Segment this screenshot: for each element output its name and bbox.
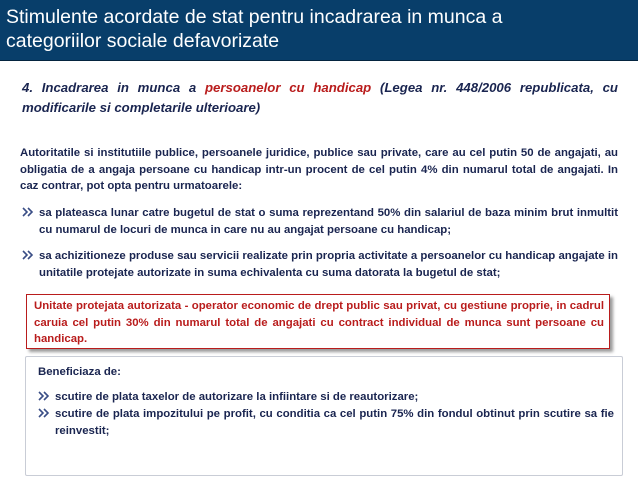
benefit-text: scutire de plata taxelor de autorizare la infiintare si de reautorizare; [55,391,419,403]
title-bar [0,0,638,61]
double-chevron-arrow-icon [22,205,34,219]
benefit-text: scutire de plata impozitului pe profit, cu conditia ca cel putin 75% din fondul obtinut prin scutire sa fie reinvestit; [55,408,614,437]
option-item [22,205,618,238]
benefits-title: Beneficiaza de: [38,366,121,378]
option-text: sa achizitioneze produse sau servicii realizate prin propria activitate a persoanelor cu handicap angajate in unitatile protejate autorizate in suma echivalenta cu suma datorata la bugetul de stat; [39,250,618,279]
definition-text: Unitate protejata autorizata - operator economic de drept public sau privat, cu gestiune proprie, in cadrul caruia cel putin 30% din numarul total de angajati cu contract individual de munca sunt persoane cu handicap. [34,300,604,345]
option-text: sa plateasca lunar catre bugetul de stat o suma reprezentand 50% din salariul de baza minim brut inmultit cu numarul de locuri de munca in care nu au angajat persoane cu handicap; [39,207,618,236]
definition-box [26,294,610,349]
benefit-item [38,406,614,439]
slide-title: Stimulente acordate de stat pentru incadrarea in munca a categoriilor sociale defavorizate [6,6,503,52]
double-chevron-arrow-icon [22,248,34,262]
section-heading-highlight: persoanelor cu handicap [204,80,372,95]
section-heading-prefix: 4. Incadrarea in munca a [22,80,205,95]
double-chevron-arrow-icon [38,406,50,420]
section-heading-suffix: (Legea nr. 448/2006 republicata, cu modificarile si completarile ulterioare) [22,80,618,115]
intro-paragraph: Autoritatile si institutiile publice, persoanele juridice, publice sau private, care au cel putin 50 de angajati, au obligatia de a angaja persoane cu handicap intr-un procent de cel putin 4% din numarul total de angajati. In caz contrar, pot opta pentru urmatoarele: [20,147,618,192]
benefit-item [38,389,614,406]
double-chevron-arrow-icon [38,389,50,403]
option-item [22,248,618,281]
section-heading [22,78,618,118]
benefits-box [25,356,623,476]
